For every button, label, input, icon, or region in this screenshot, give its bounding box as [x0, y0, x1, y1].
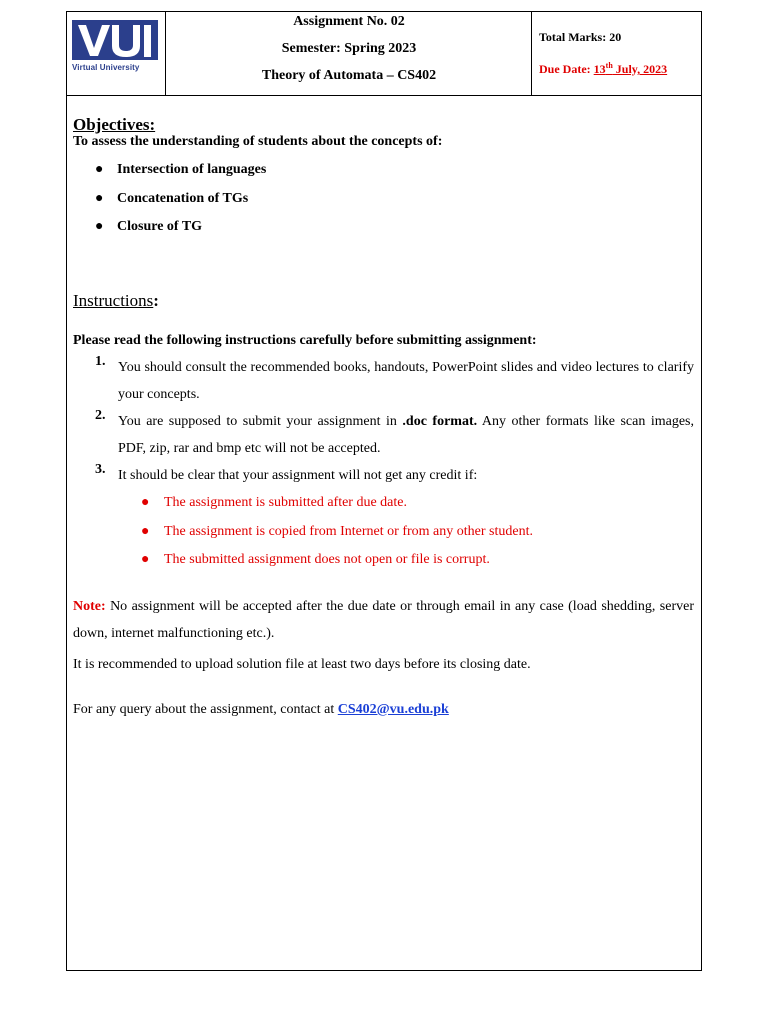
due-day: 13: [593, 62, 606, 76]
credit-condition: ● The submitted assignment does not open or file is corrupt.: [141, 552, 490, 567]
credit-condition: ● The assignment is submitted after due date.: [141, 495, 407, 510]
due-day-suffix: th: [605, 61, 613, 70]
instruction-text: You should consult the recommended books, handouts, PowerPoint slides and video lectures to clarify your concepts.: [118, 360, 694, 402]
assignment-number: Assignment No. 02: [293, 14, 405, 29]
bullet-icon: ●: [141, 552, 150, 567]
contact-line: For any query about the assignment, contact at CS402@vu.edu.pk: [73, 702, 449, 717]
assignment-page: [66, 11, 702, 971]
bullet-icon: ●: [95, 191, 104, 206]
instruction-number: 2.: [95, 408, 106, 423]
bullet-icon: ●: [95, 162, 104, 177]
logo-cell: [67, 12, 166, 95]
due-label: Due Date:: [539, 62, 594, 76]
contact-email-link[interactable]: CS402@vu.edu.pk: [337, 702, 449, 717]
objective-item: ● Intersection of languages: [95, 162, 267, 177]
note-label: Note:: [73, 599, 106, 614]
due-date: [539, 61, 667, 77]
note-text: No assignment will be accepted after the due date or through email in any case (load shedding, server down, internet malfunctioning etc.).: [73, 599, 694, 641]
credit-condition: ● The assignment is copied from Internet or from any other student.: [141, 524, 533, 539]
bullet-icon: ●: [141, 524, 150, 539]
title-cell: [166, 12, 532, 95]
recommendation: It is recommended to upload solution file at least two days before its closing date.: [73, 657, 531, 672]
objective-item: ● Closure of TG: [95, 219, 203, 234]
instructions-heading: Instructions:: [73, 291, 159, 310]
marks-cell: [532, 12, 701, 95]
objectives-heading: Objectives:: [73, 115, 156, 134]
objectives-lead: To assess the understanding of students about the concepts of:: [73, 134, 443, 149]
bullet-icon: ●: [141, 495, 150, 510]
due-date-value: [594, 62, 667, 76]
logo-text: Virtual University: [72, 63, 140, 72]
instruction-number: 3.: [95, 462, 106, 477]
bullet-icon: ●: [95, 219, 104, 234]
note: [73, 593, 694, 647]
total-marks: Total Marks: 20: [539, 30, 622, 44]
instructions-lead: Please read the following instructions carefully before submitting assignment:: [73, 333, 537, 348]
instruction-text: You are supposed to submit your assignment in .doc format. Any other formats like scan images, PDF, zip, rar and bmp etc will not be accepted.: [118, 414, 694, 456]
semester: Semester: Spring 2023: [281, 41, 417, 56]
instruction-number: 1.: [95, 354, 106, 369]
vu-logo-mark: [72, 20, 158, 60]
instruction-text: It should be clear that your assignment will not get any credit if:: [118, 468, 478, 483]
course-title: Theory of Automata – CS402: [261, 68, 437, 83]
vu-logo: [72, 20, 160, 72]
objective-item: ● Concatenation of TGs: [95, 191, 249, 206]
header-table: [67, 12, 701, 96]
due-month-year: July, 2023: [612, 62, 668, 76]
